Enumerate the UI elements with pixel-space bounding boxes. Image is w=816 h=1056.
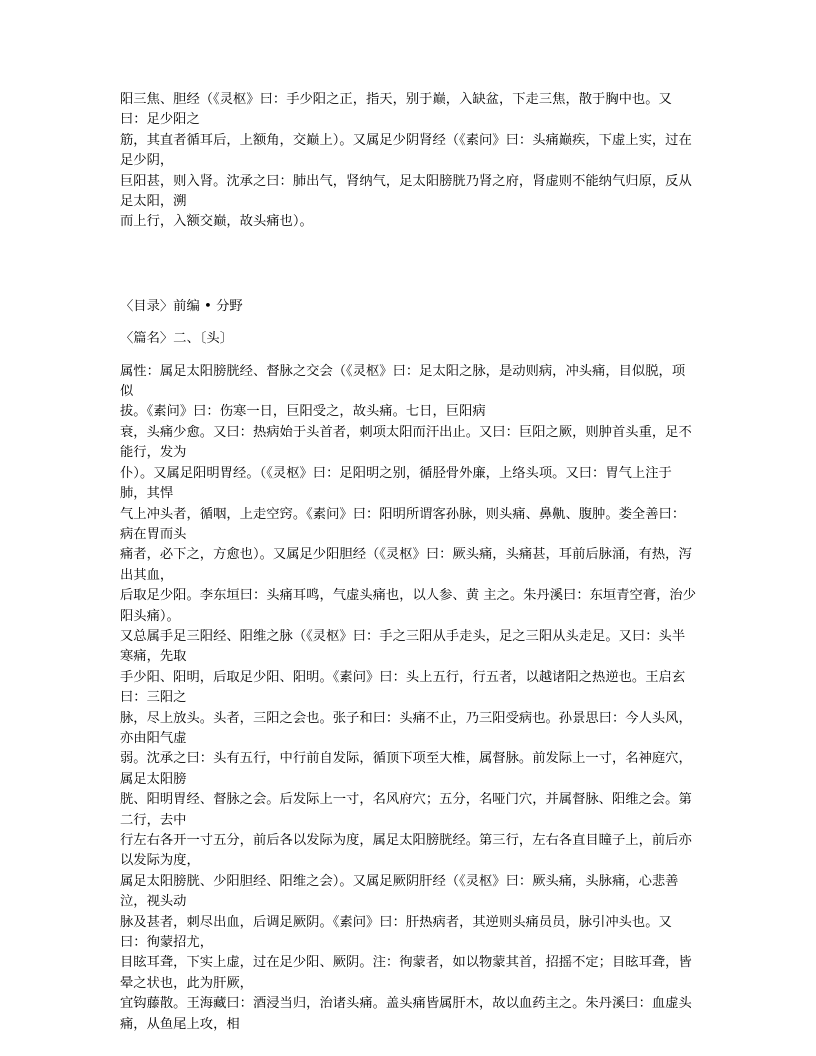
spacer [120, 317, 696, 329]
body-line: 拔。《素问》曰：伤寒一日，巨阳受之，故头痛。七日，巨阳病 [120, 404, 486, 420]
document-page [120, 90, 696, 1035]
body-line: 胱、阳明胃经、督脉之会。后发际上一寸，名风府穴；五分，名哑门穴，并属督脉、阳维之会。第二行，去中 [120, 792, 692, 828]
section-line: 〈篇名〉二、〔头〕 [120, 331, 234, 347]
body-line: 又总属手足三阳经、阳维之脉（《灵枢》曰：手之三阳从手走头，足之三阳从头走足。又曰：头半寒痛，先取 [120, 628, 686, 665]
body-line: 脉及甚者，刺尽出血，后调足厥阴。《素问》曰：肝热病者，其逆则头痛员员，脉引冲头也。又曰：徇蒙招尤， [120, 914, 672, 951]
intro-paragraph [120, 90, 696, 233]
intro-line: 阳三焦、胆经（《灵枢》曰：手少阳之正，指天，别于巅，入缺盆，下走三焦，散于胸中也。又曰：足少阳之 [120, 92, 672, 128]
toc-line: 〈目录〉前编 • 分野 [120, 298, 243, 314]
spacer [120, 350, 696, 362]
intro-line: 而上行，入额交巅，故头痛也）。 [120, 214, 313, 230]
body-line: 宜钩藤散。王海藏曰：酒浸当归，治诸头痛。盖头痛皆属肝木，故以血药主之。朱丹溪曰：血虚头痛，从鱼尾上攻，相 [120, 996, 692, 1032]
body-line: 手少阳、阳明，后取足少阳、阳明。《素问》曰：头上五行，行五者，以越诸阳之热逆也。王启玄曰：三阳之 [120, 669, 686, 706]
body-line: 属性：属足太阳膀胱经、督脉之交会（《灵枢》曰：足太阳之脉，是动则病，冲头痛，目似脱，项似 [120, 363, 686, 400]
body-line: 行左右各开一寸五分，前后各以发际为度，属足太阳膀胱经。第三行，左右各直目瞳子上，前后亦以发际为度， [120, 833, 692, 869]
spacer [120, 233, 696, 297]
body-line: 痛者，必下之，方愈也）。又属足少阳胆经（《灵枢》曰：厥头痛，头痛甚，耳前后脉涌，有热，泻出其血， [120, 547, 692, 583]
intro-line: 巨阳甚，则入肾。沈承之曰：肺出气，肾纳气，足太阳膀胱乃肾之府，肾虚则不能纳气归原，反从足太阳，溯 [120, 173, 692, 210]
body-line: 气上冲头者，循咽，上走空窍。《素问》曰：阳明所谓客孙脉，则头痛、鼻鼽、腹肿。娄全善曰：病在胃而头 [120, 506, 686, 542]
body-line: 衰，头痛少愈。又曰：热病始于头首者，刺项太阳而汗出止。又曰：巨阳之厥，则肿首头重，足不能行，发为 [120, 424, 692, 461]
body-line: 仆）。又属足阳明胃经。（《灵枢》曰：足阳明之别，循胫骨外廉，上络头项。又曰：胃气上注于肺，其悍 [120, 465, 672, 502]
body-line: 后取足少阳。李东垣曰：头痛耳鸣，气虚头痛也，以人参、黄 主之。朱丹溪曰：东垣青空膏，治少阳头痛）。 [120, 588, 696, 624]
body-line: 属足太阳膀胱、少阳胆经、阳维之会）。又属足厥阴肝经（《灵枢》曰：厥头痛，头脉痛，心悲善泣，视头动 [120, 873, 679, 910]
body-line: 目眩耳聋，下实上虚，过在足少阳、厥阴。注：徇蒙者，如以物蒙其首，招摇不定；目眩耳聋，皆晕之状也，此为肝厥， [120, 955, 692, 991]
body-line: 弱。沈承之曰：头有五行，中行前自发际，循顶下项至大椎，属督脉。前发际上一寸，名神庭穴，属足太阳膀 [120, 751, 692, 787]
intro-line: 筋，其直者循耳后，上额角，交巅上）。又属足少阴肾经（《素问》曰：头痛巅疾，下虚上实，过在足少阴， [120, 132, 692, 169]
body-paragraph [120, 362, 696, 1035]
body-line: 脉，尽上放头。头者，三阳之会也。张子和曰：头痛不止，乃三阳受病也。孙景思曰：今人头风，亦由阳气虚 [120, 710, 692, 746]
